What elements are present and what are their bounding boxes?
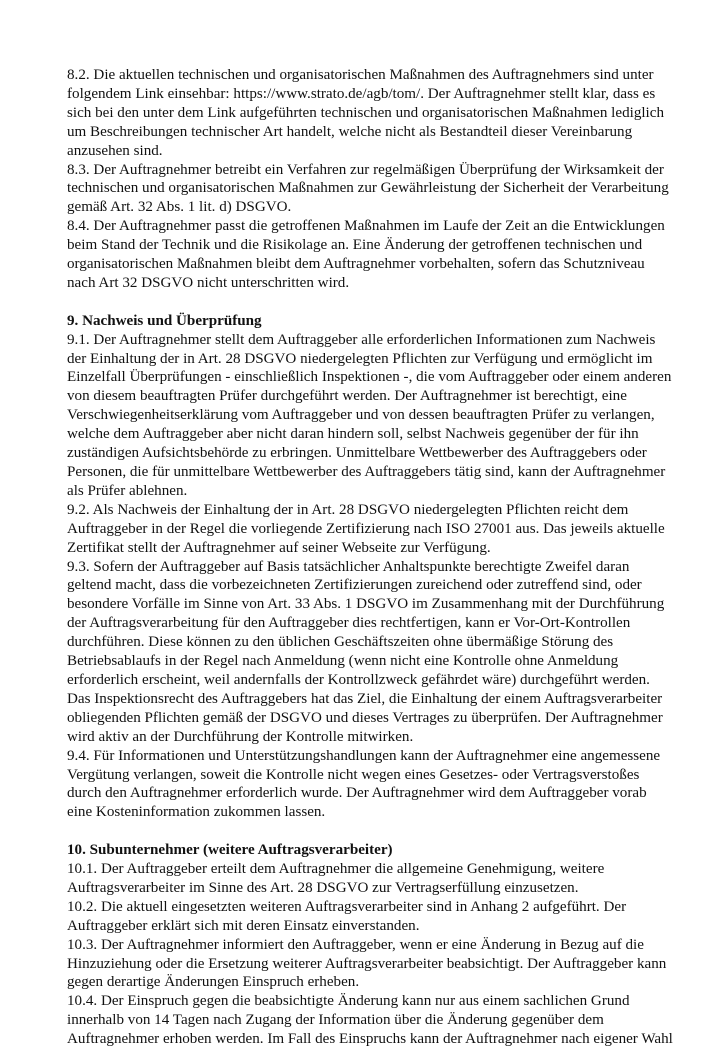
text-line: besondere Vorfälle im Sinne von Art. 33 Abs. 1 DSGVO im Zusammenhang mit der Durchführung bbox=[67, 596, 665, 613]
section-heading-10: 10. Subunternehmer (weitere Auftragsverarbeiter) bbox=[67, 842, 393, 859]
text-line: wird aktiv an der Durchführung der Kontrolle mitwirken. bbox=[67, 728, 414, 745]
text-line: Personen, die für unmittelbare Wettbewerber des Auftraggebers tätig sind, kann der Auftragnehmer bbox=[67, 464, 666, 481]
text-line: der Auftragsverarbeitung für den Auftraggeber dies rechtfertigen, kann er Vor-Ort-Kontrollen bbox=[67, 615, 631, 632]
text-line: Hinzuziehung oder die Ersetzung weiterer Auftragsverarbeiter beabsichtigt. Der Auftraggeber kann bbox=[67, 955, 667, 972]
paragraph-10-1 bbox=[67, 860, 657, 898]
text-line: Verschwiegenheitserklärung vom Auftraggeber und von dessen beauftragten Prüfer zu verlangen, bbox=[67, 407, 655, 424]
text-line: eine Kosteninformation zukommen lassen. bbox=[67, 804, 326, 821]
text-line: Einzelfall Überprüfungen - einschließlich Inspektionen -, die vom Auftraggeber oder einem anderen bbox=[67, 369, 672, 386]
text-line: 9.3. Sofern der Auftraggeber auf Basis tatsächlicher Anhaltspunkte berechtigte Zweifel daran bbox=[67, 558, 630, 575]
text-line: 8.3. Der Auftragnehmer betreibt ein Verfahren zur regelmäßigen Überprüfung der Wirksamkeit der bbox=[67, 161, 664, 178]
text-line: durch den Auftragnehmer erforderlich wurde. Der Auftragnehmer wird dem Auftraggeber vorab bbox=[67, 785, 647, 802]
text-line: 9.4. Für Informationen und Unterstützungshandlungen kann der Auftragnehmer eine angemessene bbox=[67, 747, 661, 764]
paragraph-8-4 bbox=[67, 217, 665, 293]
text-line: nach Art 32 DSGVO nicht unterschritten wird. bbox=[67, 274, 350, 291]
text-line: 8.4. Der Auftragnehmer passt die getroffenen Maßnahmen im Laufe der Zeit an die Entwicklungen bbox=[67, 218, 665, 235]
text-line: Vergütung verlangen, soweit die Kontrolle nicht wegen eines Gesetzes- oder Vertragsverstoßes bbox=[67, 766, 640, 783]
text-line: innerhalb von 14 Tagen nach Zugang der Information über die Änderung gegenüber dem bbox=[67, 1012, 604, 1029]
paragraph-9-2 bbox=[67, 501, 665, 558]
text-line: welche dem Auftraggeber aber nicht daran hindern soll, selbst Nachweis gegenüber der für ihn bbox=[67, 426, 639, 443]
text-line: Das Inspektionsrecht des Auftraggebers hat das Ziel, die Einhaltung der einem Auftragsverarbeiter bbox=[67, 690, 663, 707]
paragraph-9-3 bbox=[67, 558, 665, 747]
paragraph-9-4 bbox=[67, 747, 661, 823]
text-line: Zertifikat stellt der Auftragnehmer auf seiner Webseite zur Verfügung. bbox=[67, 539, 491, 556]
text-line: der Einhaltung der in Art. 28 DSGVO niedergelegten Pflichten zur Verfügung und ermöglicht im bbox=[67, 350, 653, 367]
paragraph-9-1 bbox=[67, 331, 672, 501]
text-line: 9.1. Der Auftragnehmer stellt dem Auftraggeber alle erforderlichen Informationen zum Nachweis bbox=[67, 331, 656, 348]
document-page bbox=[67, 66, 673, 1049]
text-line: geltend macht, dass die vorbezeichneten Zertifizierungen zureichend oder zutreffend sind, oder bbox=[67, 577, 642, 594]
text-line: um Beschreibungen technischer Art handelt, welche nicht als Bestandteil dieser Vereinbarung bbox=[67, 123, 633, 140]
text-line: Auftraggeber erklärt sich mit deren Einsatz einverstanden. bbox=[67, 917, 420, 934]
text-line: Betriebsablaufs in der Regel nach Anmeldung (wenn nicht eine Kontrolle ohne Anmeldung bbox=[67, 653, 619, 670]
text-line: Auftragnehmer erhoben werden. Im Fall des Einspruchs kann der Auftragnehmer nach eigener Wahl bbox=[67, 1031, 673, 1048]
text-line: zuständigen Aufsichtsbehörde zu erbringen. Unmittelbare Wettbewerber des Auftraggebers oder bbox=[67, 445, 647, 462]
text-line: gemäß Art. 32 Abs. 1 lit. d) DSGVO. bbox=[67, 199, 292, 216]
text-line: organisatorischen Maßnahmen bleibt dem Auftragnehmer vorbehalten, sofern das Schutzniveau bbox=[67, 256, 645, 273]
text-line: technischen und organisatorischen Maßnahmen zur Gewährleistung der Sicherheit der Verarbeitung bbox=[67, 180, 669, 197]
section-heading-9: 9. Nachweis und Überprüfung bbox=[67, 312, 262, 329]
text-line: obliegenden Pflichten gemäß der DSGVO und dieses Vertrages zu überprüfen. Der Auftragnehmer bbox=[67, 709, 663, 726]
paragraph-10-3 bbox=[67, 936, 667, 993]
text-line: 10.4. Der Einspruch gegen die beabsichtigte Änderung kann nur aus einem sachlichen Grund bbox=[67, 993, 630, 1010]
text-line: erforderlich erscheint, weil andernfalls der Kontrollzweck gefährdet wäre) durchgeführt werden. bbox=[67, 671, 650, 688]
text-line: von diesem beauftragten Prüfer durchgeführt werden. Der Auftragnehmer ist berechtigt, eine bbox=[67, 388, 627, 405]
text-line: folgendem Link einsehbar: https://www.strato.de/agb/tom/. Der Auftragnehmer stellt klar, dass es bbox=[67, 85, 656, 102]
paragraph-10-4 bbox=[67, 992, 673, 1049]
text-line: beim Stand der Technik und die Risikolage an. Eine Änderung der getroffenen technischen und bbox=[67, 237, 643, 254]
text-line: Auftraggeber in der Regel die vorliegende Zertifizierung nach ISO 27001 aus. Das jeweils aktuelle bbox=[67, 520, 665, 537]
text-line: 9.2. Als Nachweis der Einhaltung der in Art. 28 DSGVO niedergelegten Pflichten reicht dem bbox=[67, 501, 629, 518]
text-line: 10.3. Der Auftragnehmer informiert den Auftraggeber, wenn er eine Änderung in Bezug auf die bbox=[67, 936, 644, 953]
text-line: als Prüfer ablehnen. bbox=[67, 482, 188, 499]
section-spacer bbox=[67, 822, 657, 841]
section-spacer bbox=[67, 293, 657, 312]
text-line: Auftragsverarbeiter im Sinne des Art. 28 DSGVO zur Vertragserfüllung einzusetzen. bbox=[67, 879, 579, 896]
text-line: sich bei den unter dem Link aufgeführten technischen und organisatorischen Maßnahmen lediglich bbox=[67, 104, 664, 121]
text-line: gegen derartige Änderungen Einspruch erheben. bbox=[67, 974, 360, 991]
text-line: 8.2. Die aktuellen technischen und organisatorischen Maßnahmen des Auftragnehmers sind unter bbox=[67, 67, 654, 83]
text-line: 10.1. Der Auftraggeber erteilt dem Auftragnehmer die allgemeine Genehmigung, weitere bbox=[67, 861, 605, 878]
paragraph-10-2 bbox=[67, 898, 657, 936]
text-line: 10.2. Die aktuell eingesetzten weiteren Auftragsverarbeiter sind in Anhang 2 aufgeführt. Der bbox=[67, 898, 627, 915]
text-line: durchführen. Diese können zu den üblichen Geschäftszeiten ohne übermäßige Störung des bbox=[67, 634, 614, 651]
text-line: anzusehen sind. bbox=[67, 142, 163, 159]
paragraph-8-3 bbox=[67, 161, 669, 218]
paragraph-8-2 bbox=[67, 66, 664, 161]
